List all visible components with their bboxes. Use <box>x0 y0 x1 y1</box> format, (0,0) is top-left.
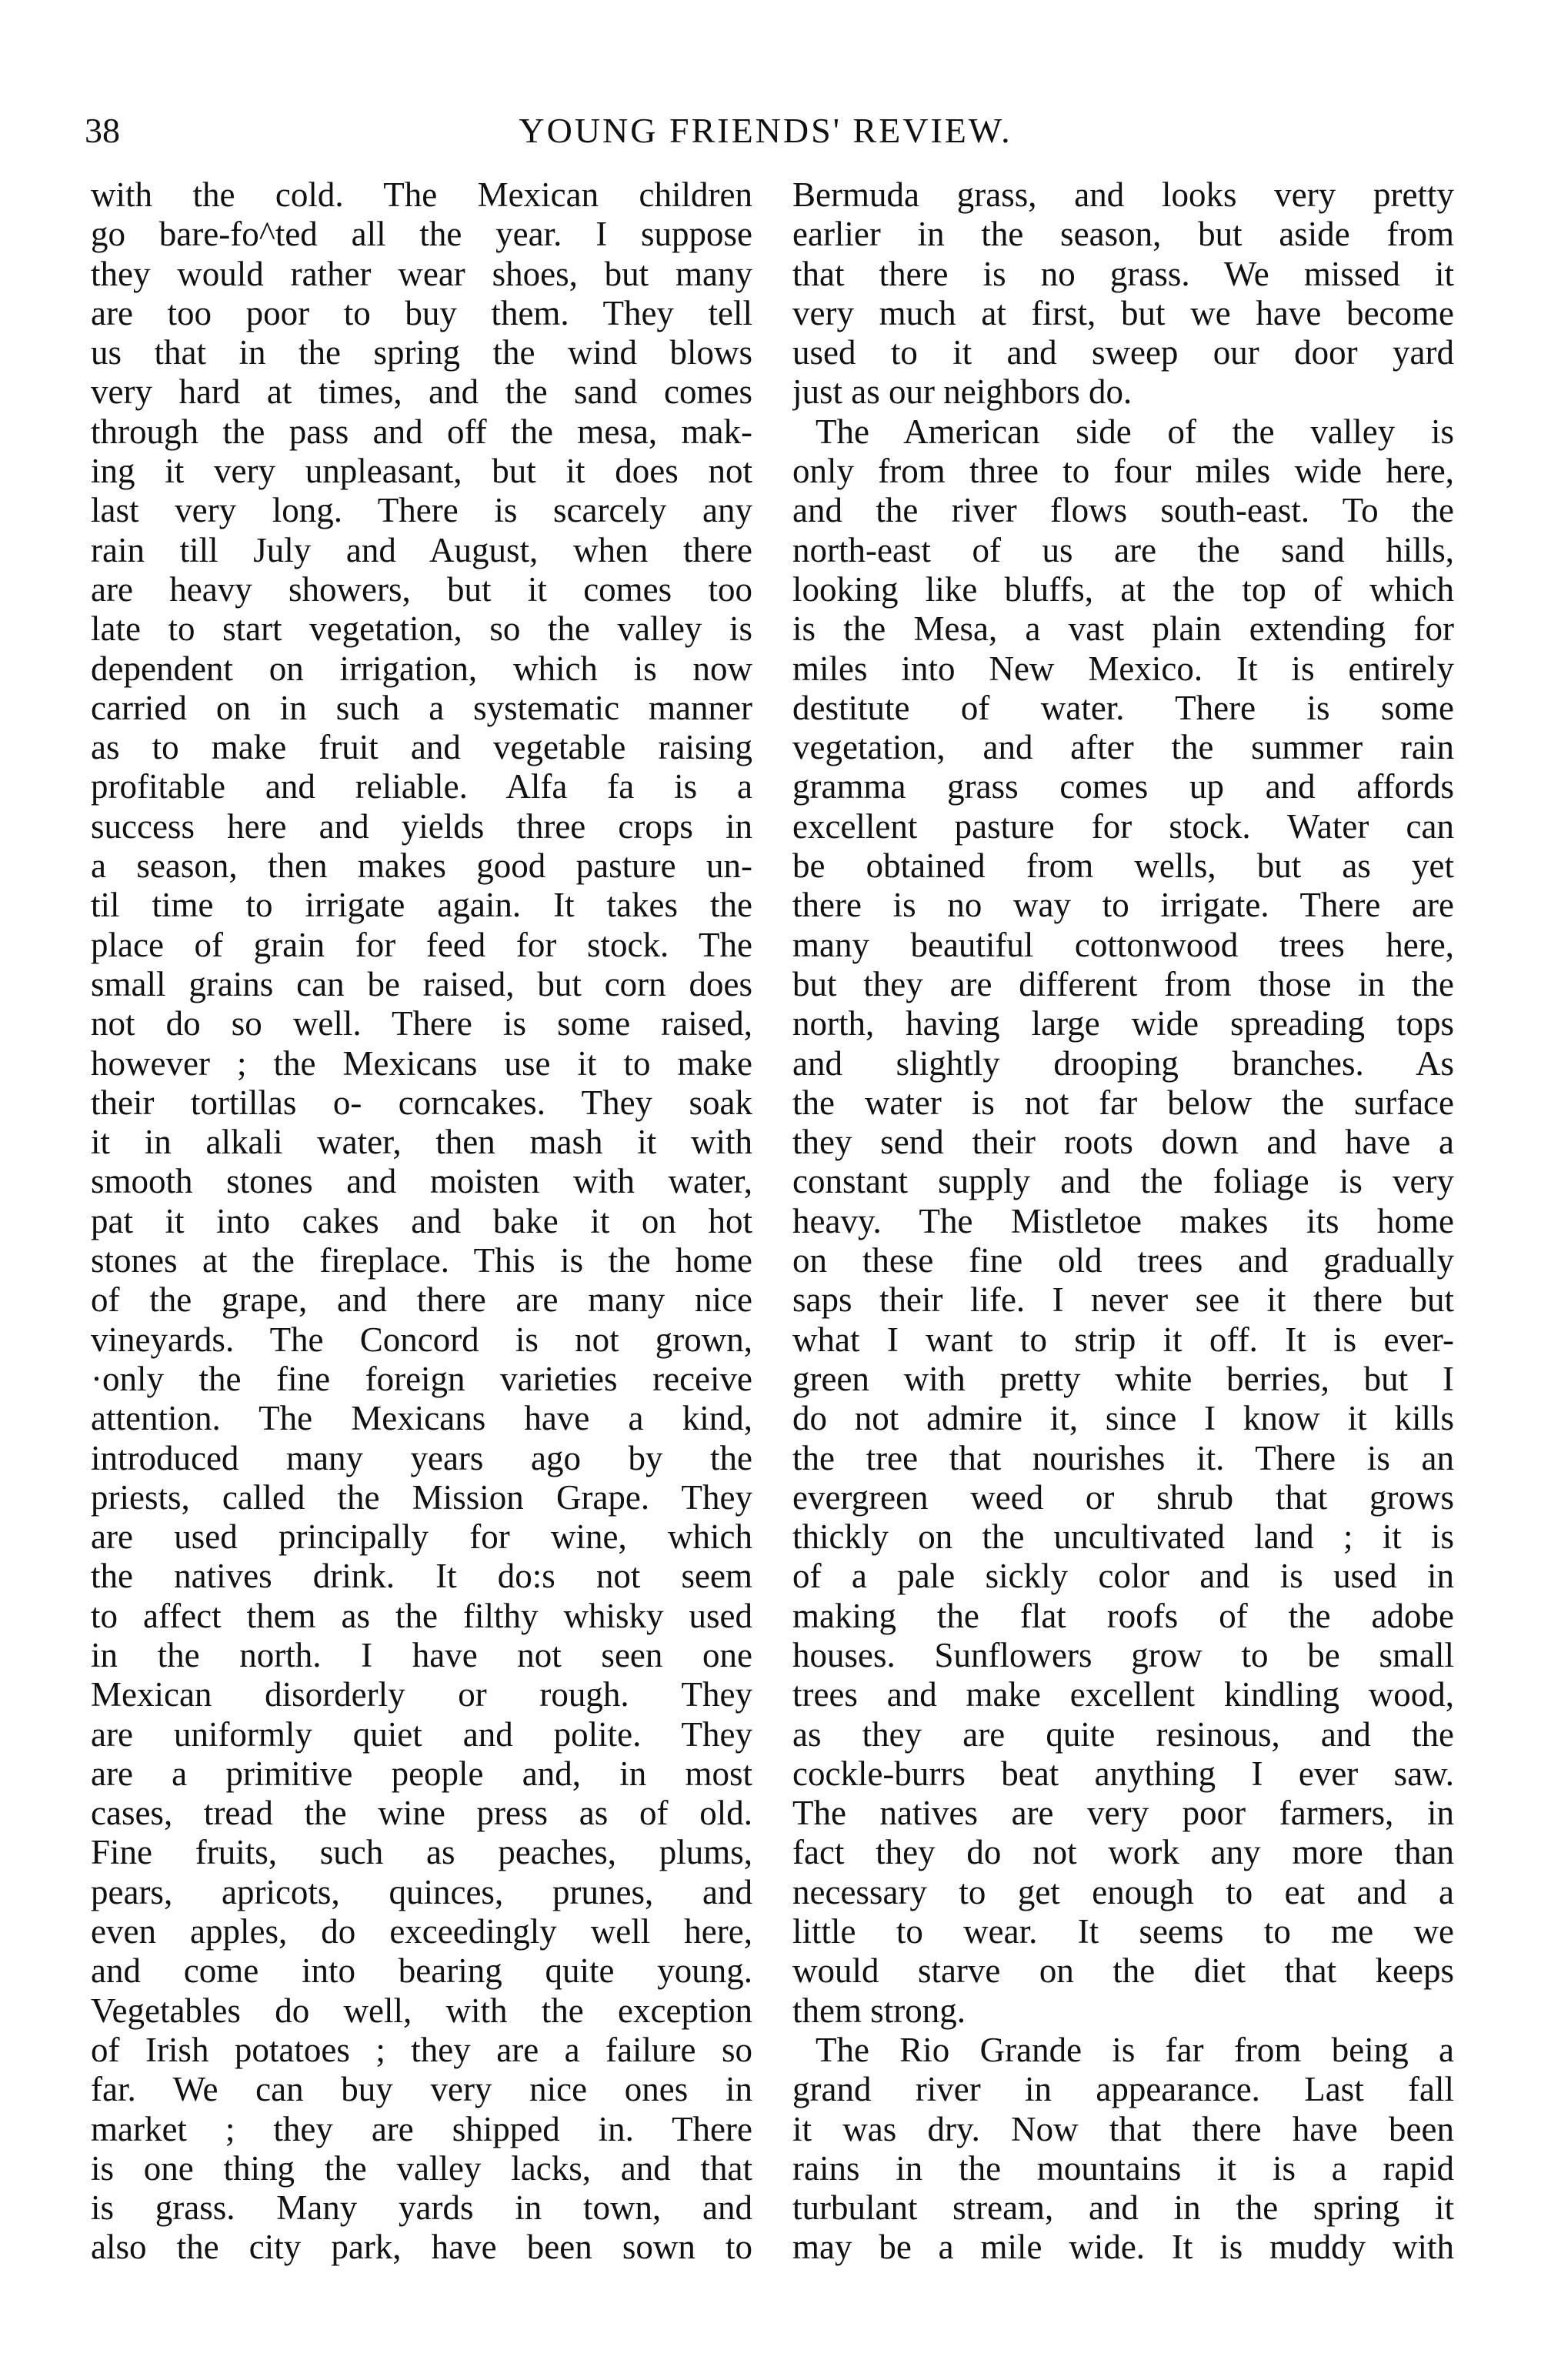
text-line: very hard at times, and the sand comes <box>91 372 752 412</box>
text-line: saps their life. I never see it there but <box>792 1280 1454 1320</box>
text-line: heavy. The Mistletoe makes its home <box>792 1201 1454 1240</box>
right-text-column <box>792 175 1454 2268</box>
text-line: little to wear. It seems to me we <box>792 1912 1454 1951</box>
text-line: their tortillas o- corncakes. They soak <box>91 1083 752 1122</box>
text-line: they send their roots down and have a <box>792 1123 1454 1162</box>
text-line: place of grain for feed for stock. The <box>91 925 752 964</box>
text-line: evergreen weed or shrub that grows <box>792 1477 1454 1517</box>
text-line: Vegetables do well, with the exception <box>91 1991 752 2030</box>
text-line: only from three to four miles wide here, <box>792 452 1454 491</box>
text-line: thickly on the uncultivated land ; it is <box>792 1517 1454 1557</box>
text-line: grand river in appearance. Last fall <box>792 2070 1454 2109</box>
text-line: do not admire it, since I know it kills <box>792 1399 1454 1438</box>
text-line: not do so well. There is some raised, <box>91 1004 752 1043</box>
text-line: it was dry. Now that there have been <box>792 2109 1454 2148</box>
text-line: are uniformly quiet and polite. They <box>91 1714 752 1754</box>
text-line: just as our neighbors do. <box>792 372 1132 412</box>
text-line: dependent on irrigation, which is now <box>91 649 752 688</box>
text-line: Bermuda grass, and looks very pretty <box>792 175 1454 214</box>
text-line: to affect them as the filthy whisky used <box>91 1596 752 1635</box>
text-line: stones at the fireplace. This is the home <box>91 1241 752 1280</box>
text-line: what I want to strip it off. It is ever- <box>792 1320 1454 1359</box>
text-line: earlier in the season, but aside from <box>792 215 1454 254</box>
text-line: us that in the spring the wind blows <box>91 333 752 372</box>
text-line: it in alkali water, then mash it with <box>91 1123 752 1162</box>
text-line: cockle-burrs beat anything I ever saw. <box>792 1754 1454 1793</box>
text-line: is one thing the valley lacks, and that <box>91 2148 752 2188</box>
page-number: 38 <box>85 111 120 150</box>
text-line: as to make fruit and vegetable raising <box>91 728 752 767</box>
text-line: that there is no grass. We missed it <box>792 254 1454 293</box>
text-line: of a pale sickly color and is used in <box>792 1557 1454 1596</box>
text-line: many beautiful cottonwood trees here, <box>792 925 1454 964</box>
text-line: The American side of the valley is <box>816 412 1454 451</box>
text-line: would starve on the diet that keeps <box>792 1951 1454 1991</box>
text-line: be obtained from wells, but as yet <box>792 846 1454 886</box>
text-line: looking like bluffs, at the top of which <box>792 569 1454 609</box>
text-line: trees and make excellent kindling wood, <box>792 1675 1454 1714</box>
text-line: are too poor to buy them. They tell <box>91 293 752 332</box>
text-line: of Irish potatoes ; they are a failure so <box>91 2030 752 2069</box>
text-line: late to start vegetation, so the valley is <box>91 609 752 649</box>
text-line: however ; the Mexicans use it to make <box>91 1043 752 1083</box>
text-line: of the grape, and there are many nice <box>91 1280 752 1320</box>
text-line: The natives are very poor farmers, in <box>792 1794 1454 1833</box>
text-line: but they are different from those in the <box>792 964 1454 1003</box>
text-line: through the pass and off the mesa, mak- <box>91 412 752 451</box>
text-line: the natives drink. It do:s not seem <box>91 1557 752 1596</box>
text-line: attention. The Mexicans have a kind, <box>91 1399 752 1438</box>
text-line: the tree that nourishes it. There is an <box>792 1438 1454 1477</box>
text-line: is the Mesa, a vast plain extending for <box>792 609 1454 649</box>
text-line: on these fine old trees and gradually <box>792 1241 1454 1280</box>
text-line: gramma grass comes up and affords <box>792 767 1454 806</box>
text-line: last very long. There is scarcely any <box>91 491 752 530</box>
page-header <box>85 108 1446 162</box>
text-line: rain till July and August, when there <box>91 530 752 569</box>
text-line: in the north. I have not seen one <box>91 1635 752 1674</box>
text-line: even apples, do exceedingly well here, <box>91 1912 752 1951</box>
text-line: til time to irrigate again. It takes the <box>91 886 752 925</box>
text-line: necessary to get enough to eat and a <box>792 1872 1454 1911</box>
text-line: smooth stones and moisten with water, <box>91 1162 752 1201</box>
text-line: carried on in such a systematic manner <box>91 688 752 727</box>
text-line: Fine fruits, such as peaches, plums, <box>91 1833 752 1872</box>
text-line: green with pretty white berries, but I <box>792 1359 1454 1398</box>
text-line: vegetation, and after the summer rain <box>792 728 1454 767</box>
text-line: them strong. <box>792 1991 966 2030</box>
text-line: as they are quite resinous, and the <box>792 1714 1454 1754</box>
text-line: turbulant stream, and in the spring it <box>792 2188 1454 2228</box>
text-line: introduced many years ago by the <box>91 1438 752 1477</box>
left-text-column <box>91 175 752 2268</box>
text-line: are heavy showers, but it comes too <box>91 569 752 609</box>
text-line: ing it very unpleasant, but it does not <box>91 452 752 491</box>
text-line: vineyards. The Concord is not grown, <box>91 1320 752 1359</box>
text-line: north, having large wide spreading tops <box>792 1004 1454 1043</box>
text-line: fact they do not work any more than <box>792 1833 1454 1872</box>
text-line: north-east of us are the sand hills, <box>792 530 1454 569</box>
text-line: constant supply and the foliage is very <box>792 1162 1454 1201</box>
text-line: pears, apricots, quinces, prunes, and <box>91 1872 752 1911</box>
text-line: and slightly drooping branches. As <box>792 1043 1454 1083</box>
text-line: used to it and sweep our door yard <box>792 333 1454 372</box>
text-line: they would rather wear shoes, but many <box>91 254 752 293</box>
text-line: destitute of water. There is some <box>792 688 1454 727</box>
text-line: success here and yields three crops in <box>91 806 752 846</box>
text-line: go bare-fo^ted all the year. I suppose <box>91 215 752 254</box>
text-line: far. We can buy very nice ones in <box>91 2070 752 2109</box>
text-line: pat it into cakes and bake it on hot <box>91 1201 752 1240</box>
text-line: and come into bearing quite young. <box>91 1951 752 1991</box>
text-line: market ; they are shipped in. There <box>91 2109 752 2148</box>
text-line: making the flat roofs of the adobe <box>792 1596 1454 1635</box>
text-line: may be a mile wide. It is muddy with <box>792 2228 1454 2267</box>
text-line: priests, called the Mission Grape. They <box>91 1477 752 1517</box>
text-line: there is no way to irrigate. There are <box>792 886 1454 925</box>
text-line: a season, then makes good pasture un- <box>91 846 752 886</box>
text-line: The Rio Grande is far from being a <box>816 2030 1454 2069</box>
text-line: miles into New Mexico. It is entirely <box>792 649 1454 688</box>
text-line: is grass. Many yards in town, and <box>91 2188 752 2228</box>
text-line: are used principally for wine, which <box>91 1517 752 1557</box>
text-line: with the cold. The Mexican children <box>91 175 752 214</box>
text-line: the water is not far below the surface <box>792 1083 1454 1122</box>
text-line: also the city park, have been sown to <box>91 2228 752 2267</box>
text-line: excellent pasture for stock. Water can <box>792 806 1454 846</box>
text-line: and the river flows south-east. To the <box>792 491 1454 530</box>
text-line: rains in the mountains it is a rapid <box>792 2148 1454 2188</box>
running-head: YOUNG FRIENDS' REVIEW. <box>519 111 1012 150</box>
text-line: are a primitive people and, in most <box>91 1754 752 1793</box>
text-line: small grains can be raised, but corn does <box>91 964 752 1003</box>
text-line: Mexican disorderly or rough. They <box>91 1675 752 1714</box>
text-line: cases, tread the wine press as of old. <box>91 1794 752 1833</box>
text-line: profitable and reliable. Alfa fa is a <box>91 767 752 806</box>
text-line: houses. Sunflowers grow to be small <box>792 1635 1454 1674</box>
text-line: ·only the fine foreign varieties receive <box>91 1359 752 1398</box>
text-line: very much at first, but we have become <box>792 293 1454 332</box>
